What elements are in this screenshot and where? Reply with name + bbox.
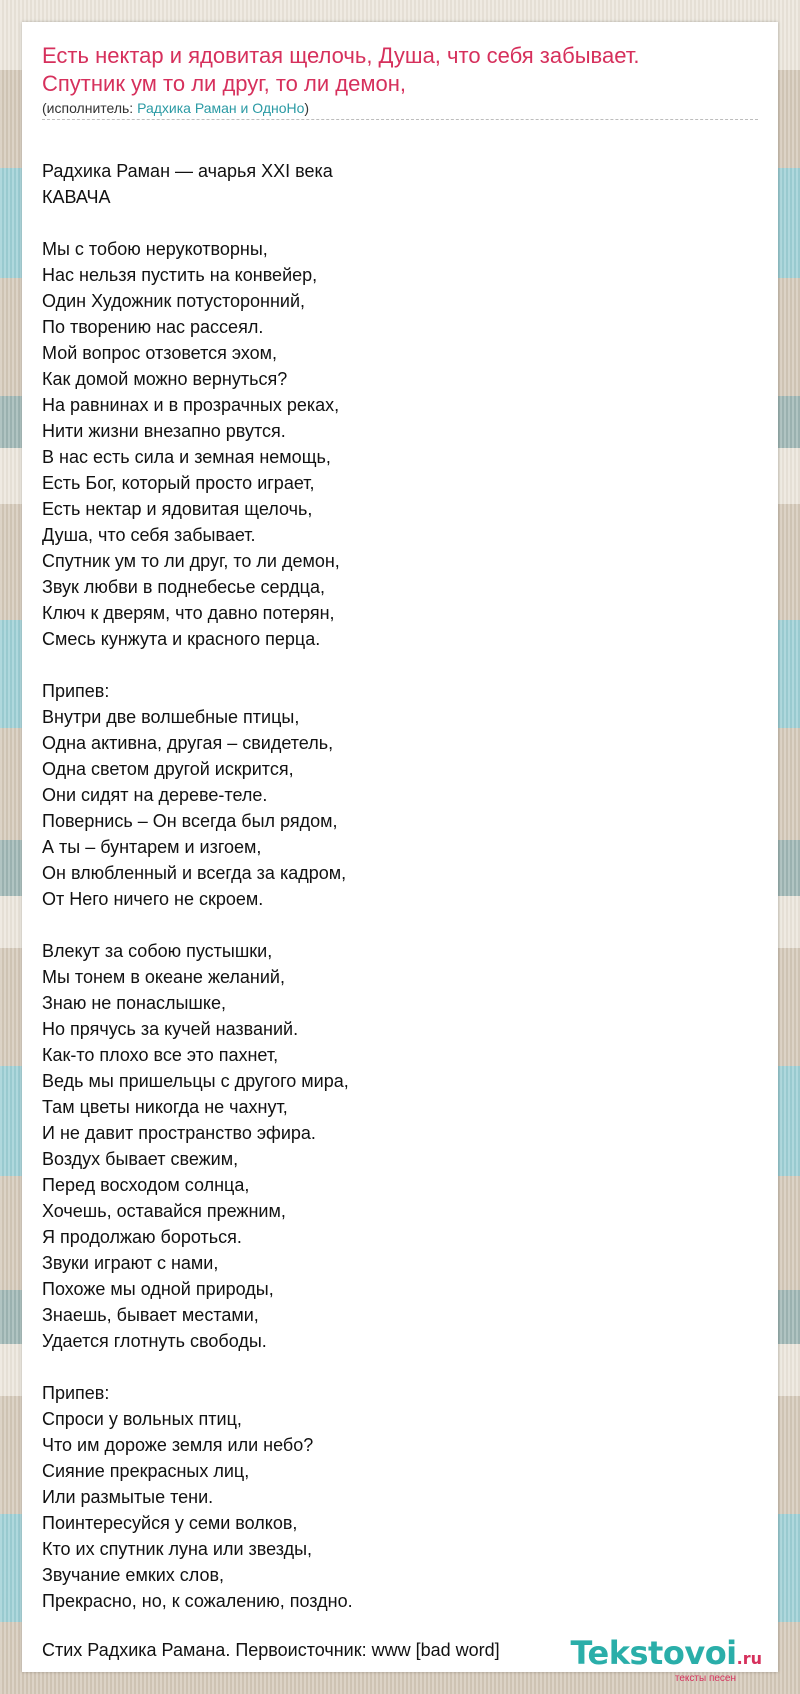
artist-suffix: ): [304, 100, 310, 116]
lyric-line: Внутри две волшебные птицы,: [42, 707, 300, 727]
lyric-line: Один Художник потусторонний,: [42, 291, 306, 311]
lyric-line: По творению нас рассеял.: [42, 317, 264, 337]
lyric-line: Что им дороже земля или небо?: [42, 1435, 314, 1455]
lyric-line: Перед восходом солнца,: [42, 1175, 250, 1195]
lyric-line: Есть Бог, который просто играет,: [42, 473, 315, 493]
lyric-line: Знаешь, бывает местами,: [42, 1305, 259, 1325]
lyric-line: Похоже мы одной природы,: [42, 1279, 274, 1299]
lyric-line: Или размытые тени.: [42, 1487, 214, 1507]
lyric-line: Удается глотнуть свободы.: [42, 1331, 267, 1351]
lyric-line: Звучание емких слов,: [42, 1565, 225, 1585]
lyric-line: [42, 1354, 758, 1380]
lyric-line: Душа, что себя забывает.: [42, 525, 256, 545]
artist-link[interactable]: Радхика Раман и ОдноНо: [137, 100, 305, 116]
lyric-line: Знаю не понаслышке,: [42, 993, 226, 1013]
artist-line: [42, 99, 758, 117]
lyric-line: Поинтересуйся у семи волков,: [42, 1513, 298, 1533]
lyric-line: Ведь мы пришельцы с другого мира,: [42, 1071, 349, 1091]
lyric-line: От Него ничего не скроем.: [42, 889, 264, 909]
lyric-line: И не давит пространство эфира.: [42, 1123, 316, 1143]
lyric-line: Влекут за собою пустышки,: [42, 941, 273, 961]
lyric-line: Но прячусь за кучей названий.: [42, 1019, 299, 1039]
logo-tagline: тексты песен: [674, 1673, 736, 1684]
lyric-line: [42, 652, 758, 678]
lyric-line: Мы с тобою нерукотворны,: [42, 239, 268, 259]
lyric-line: Повернись – Он всегда был рядом,: [42, 811, 338, 831]
lyric-line: Звуки играют с нами,: [42, 1253, 219, 1273]
artist-prefix: (исполнитель:: [42, 100, 138, 116]
lyric-line: Припев:: [42, 681, 110, 701]
lyric-line: Они сидят на дереве-теле.: [42, 785, 268, 805]
header-divider: [42, 119, 758, 120]
lyric-line: Припев:: [42, 1383, 110, 1403]
lyric-line: Там цветы никогда не чахнут,: [42, 1097, 288, 1117]
lyric-line: Нити жизни внезапно рвутся.: [42, 421, 286, 441]
lyric-line: [42, 210, 758, 236]
lyric-line: Я продолжаю бороться.: [42, 1227, 242, 1247]
lyric-line: Смесь кунжута и красного перца.: [42, 629, 321, 649]
lyric-line: А ты – бунтарем и изгоем,: [42, 837, 262, 857]
logo-tld: .ru: [736, 1649, 762, 1668]
logo-name: Tekstovoi: [570, 1634, 737, 1672]
lyric-line: Как домой можно вернуться?: [42, 369, 288, 389]
lyric-line: Прекрасно, но, к сожалению, поздно.: [42, 1591, 353, 1611]
song-title-line-2: Спутник ум то ли друг, то ли демон,: [42, 71, 406, 96]
song-title-line-1: Есть нектар и ядовитая щелочь, Душа, что себя забывает.: [42, 43, 640, 68]
lyric-line: Спутник ум то ли друг, то ли демон,: [42, 551, 340, 571]
lyric-line: Кто их спутник луна или звезды,: [42, 1539, 313, 1559]
source-note: Стих Радхика Рамана. Первоисточник: www [bad word]: [42, 1640, 500, 1660]
lyric-line: КАВАЧА: [42, 187, 111, 207]
site-logo[interactable]: [562, 1636, 762, 1684]
lyric-line: Спроси у вольных птиц,: [42, 1409, 242, 1429]
lyric-line: Есть нектар и ядовитая щелочь,: [42, 499, 313, 519]
page-header: [42, 42, 758, 120]
lyrics-text: [42, 158, 758, 1614]
lyric-line: Хочешь, оставайся прежним,: [42, 1201, 286, 1221]
logo-wordmark: [562, 1636, 762, 1676]
song-title: [42, 42, 758, 98]
lyric-line: Мой вопрос отзовется эхом,: [42, 343, 278, 363]
lyric-line: В нас есть сила и земная немощь,: [42, 447, 331, 467]
lyric-line: Воздух бывает свежим,: [42, 1149, 239, 1169]
lyrics-card: [22, 22, 778, 1684]
lyric-line: Сияние прекрасных лиц,: [42, 1461, 250, 1481]
lyric-line: Мы тонем в океане желаний,: [42, 967, 285, 987]
lyric-line: Он влюбленный и всегда за кадром,: [42, 863, 347, 883]
lyric-line: [42, 912, 758, 938]
lyric-line: Радхика Раман — ачарья XXI века: [42, 161, 333, 181]
lyric-line: Одна светом другой искрится,: [42, 759, 294, 779]
lyric-line: Одна активна, другая – свидетель,: [42, 733, 334, 753]
lyric-line: Звук любви в поднебесье сердца,: [42, 577, 325, 597]
lyric-line: Ключ к дверям, что давно потерян,: [42, 603, 335, 623]
lyric-line: На равнинах и в прозрачных реках,: [42, 395, 340, 415]
lyric-line: Нас нельзя пустить на конвейер,: [42, 265, 318, 285]
lyric-line: Как-то плохо все это пахнет,: [42, 1045, 279, 1065]
